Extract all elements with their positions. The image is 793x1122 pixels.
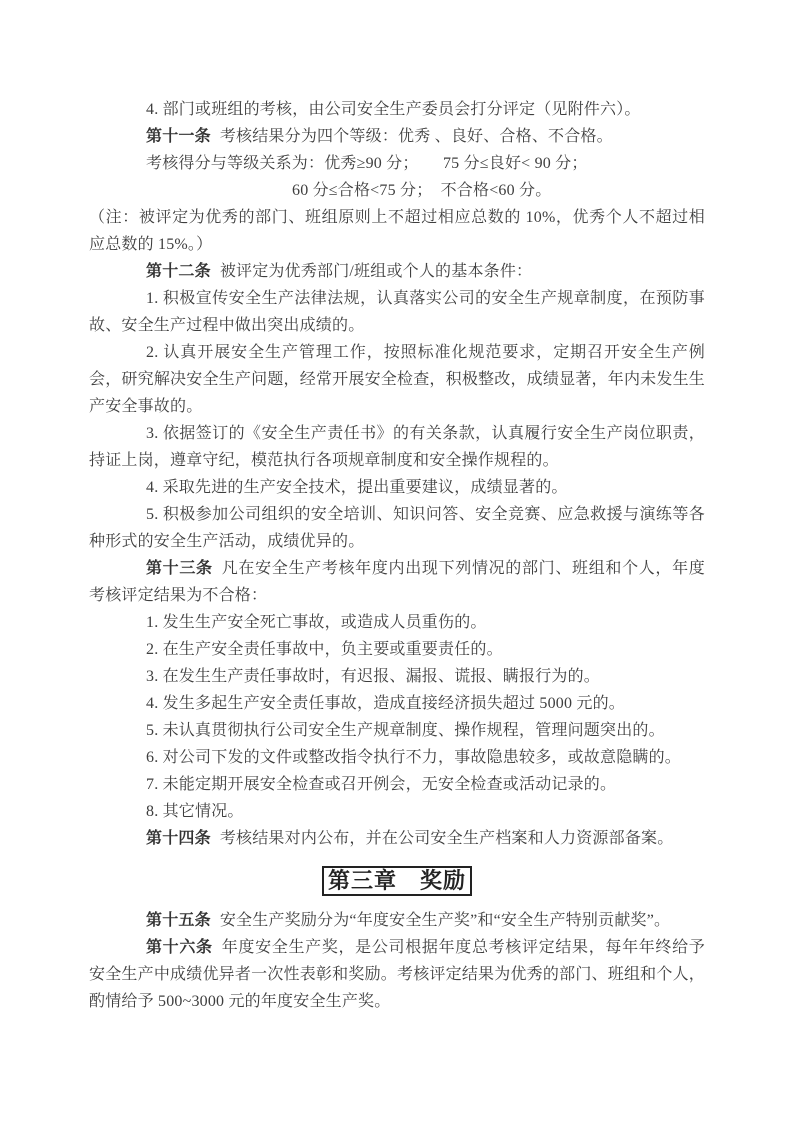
paragraph-note: （注：被评定为优秀的部门、班组原则上不超过相应总数的 10%，优秀个人不超过相应总数的 15%。） xyxy=(89,209,705,253)
list-item: 2. 认真开展安全生产管理工作，按照标准化规范要求，定期召开安全生产例会，研究解决安全生产问题，经常开展安全检查，积极整改，成绩显著，年内未发生生产安全事故的。 xyxy=(89,344,705,415)
list-item: 1. 发生生产安全死亡事故，或造成人员重伤的。 xyxy=(146,614,487,631)
paragraph: 考核得分与等级关系为：优秀≥90 分； 75 分≤良好< 90 分； xyxy=(146,155,588,172)
paragraph-article xyxy=(89,907,705,934)
list-item: 4. 发生多起生产安全责任事故，造成直接经济损失超过 5000 元的。 xyxy=(146,695,626,712)
list-item: 2. 在生产安全责任事故中，负主要或重要责任的。 xyxy=(146,641,503,658)
chapter-heading: 第三章 奖励 xyxy=(322,866,472,896)
list-item: 7. 未能定期开展安全检查或召开例会，无安全检查或活动记录的。 xyxy=(146,776,617,793)
article-label: 第十一条 xyxy=(146,128,211,145)
article-text: 凡在安全生产考核年度内出现下列情况的部门、班组和个人，年度考核评定结果为不合格： xyxy=(89,560,705,604)
paragraph-article xyxy=(89,123,705,150)
article-text: 安全生产奖励分为“年度安全生产奖”和“安全生产特别贡献奖”。 xyxy=(219,912,671,929)
list-item: 8. 其它情况。 xyxy=(146,803,244,820)
article-label: 第十六条 xyxy=(146,939,213,956)
list-item: 6. 对公司下发的文件或整改指令执行不力，事故隐患较多，或故意隐瞒的。 xyxy=(146,749,682,766)
chapter-heading-row xyxy=(89,866,705,896)
paragraph-article xyxy=(89,258,705,285)
list-item: 4. 采取先进的生产安全技术，提出重要建议，成绩显著的。 xyxy=(146,479,568,496)
article-label: 第十三条 xyxy=(146,560,213,577)
article-label: 第十四条 xyxy=(146,830,211,847)
paragraph: 60 分≤合格<75 分； 不合格<60 分。 xyxy=(292,182,552,199)
paragraph-article xyxy=(89,555,705,609)
article-label: 第十五条 xyxy=(146,912,211,929)
article-label: 第十二条 xyxy=(146,263,211,280)
list-item: 5. 未认真贯彻执行公司安全生产规章制度、操作规程，管理问题突出的。 xyxy=(146,722,665,739)
article-text: 考核结果对内公布，并在公司安全生产档案和人力资源部备案。 xyxy=(219,830,674,847)
list-item: 3. 在发生生产责任事故时，有迟报、漏报、谎报、瞒报行为的。 xyxy=(146,668,601,685)
list-item: 5. 积极参加公司组织的安全培训、知识问答、安全竞赛、应急救援与演练等各种形式的安全生产活动，成绩优异的。 xyxy=(89,506,705,550)
paragraph-article xyxy=(89,934,705,1015)
list-item: 1. 积极宣传安全生产法律法规，认真落实公司的安全生产规章制度，在预防事故、安全生产过程中做出突出成绩的。 xyxy=(89,290,705,334)
paragraph: 4. 部门或班组的考核，由公司安全生产委员会打分评定（见附件六）。 xyxy=(146,101,641,118)
list-item: 3. 依据签订的《安全生产责任书》的有关条款，认真履行安全生产岗位职责，持证上岗，遵章守纪，模范执行各项规章制度和安全操作规程的。 xyxy=(89,425,705,469)
article-text: 被评定为优秀部门/班组或个人的基本条件： xyxy=(219,263,533,280)
article-text: 年度安全生产奖，是公司根据年度总考核评定结果，每年年终给予安全生产中成绩优异者一次性表彰和奖励。考核评定结果为优秀的部门、班组和个人，酌情给予 500~3000 元的年度安全生产奖。 xyxy=(89,939,705,1010)
paragraph-article xyxy=(89,825,705,852)
article-text: 考核结果分为四个等级：优秀 、良好、合格、不合格。 xyxy=(219,128,613,145)
